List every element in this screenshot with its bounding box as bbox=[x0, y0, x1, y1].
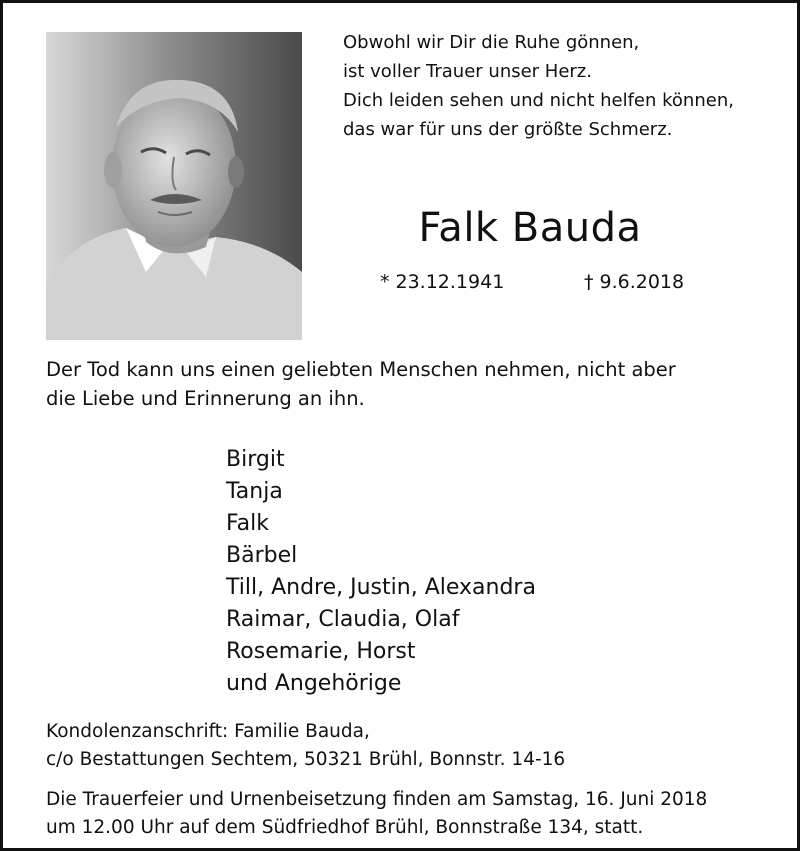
memorial-poem bbox=[343, 28, 783, 144]
mourner-entry: Bärbel bbox=[226, 543, 298, 568]
mourner-entry: Falk bbox=[226, 511, 269, 536]
funeral-line: Die Trauerfeier und Urnenbeisetzung finden am Samstag, 16. Juni 2018 bbox=[46, 789, 708, 810]
mourner-entry: und Angehörige bbox=[226, 671, 402, 696]
portrait-photo bbox=[46, 32, 302, 340]
funeral-line: um 12.00 Uhr auf dem Südfriedhof Brühl, Bonnstraße 134, statt. bbox=[46, 817, 644, 838]
poem-line: ist voller Trauer unser Herz. bbox=[343, 61, 592, 82]
quote-line: die Liebe und Erinnerung an ihn. bbox=[46, 387, 365, 410]
memorial-quote bbox=[46, 355, 776, 413]
quote-line: Der Tod kann uns einen geliebten Menschen nehmen, nicht aber bbox=[46, 358, 676, 381]
birth-star-icon: * bbox=[380, 271, 390, 293]
birth-date-value: 23.12.1941 bbox=[395, 271, 505, 293]
mourner-entry: Birgit bbox=[226, 447, 285, 472]
death-cross-icon: † bbox=[584, 271, 594, 293]
mourners-list bbox=[226, 444, 746, 700]
contact-line: c/o Bestattungen Sechtem, 50321 Brühl, Bonnstr. 14-16 bbox=[46, 749, 566, 770]
mourner-entry: Tanja bbox=[226, 479, 283, 504]
condolence-address bbox=[46, 718, 786, 774]
mourner-entry: Rosemarie, Horst bbox=[226, 639, 416, 664]
funeral-info bbox=[46, 786, 786, 842]
mourner-entry: Till, Andre, Justin, Alexandra bbox=[226, 575, 536, 600]
deceased-name: Falk Bauda bbox=[418, 205, 642, 251]
poem-line: das war für uns der größte Schmerz. bbox=[343, 119, 673, 140]
death-date bbox=[584, 268, 684, 296]
contact-line: Kondolenzanschrift: Familie Bauda, bbox=[46, 721, 370, 742]
poem-line: Obwohl wir Dir die Ruhe gönnen, bbox=[343, 32, 640, 53]
mourner-entry: Raimar, Claudia, Olaf bbox=[226, 607, 460, 632]
death-date-value: 9.6.2018 bbox=[599, 271, 685, 293]
poem-line: Dich leiden sehen und nicht helfen können, bbox=[343, 90, 734, 111]
birth-date bbox=[380, 268, 504, 296]
